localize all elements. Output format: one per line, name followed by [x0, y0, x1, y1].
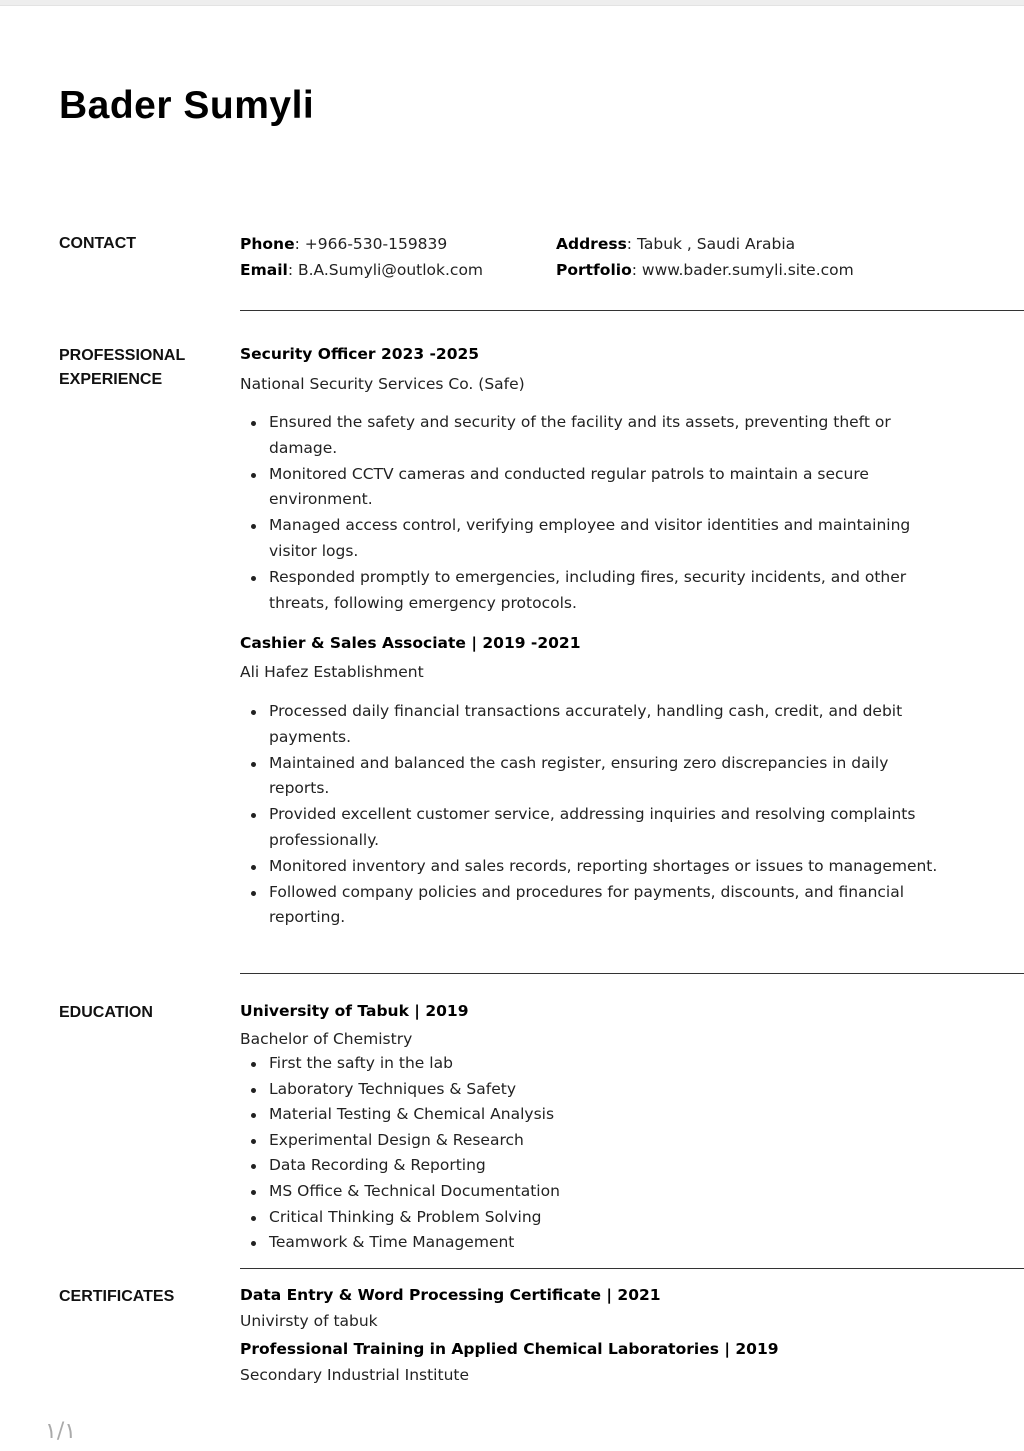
contact-section-label: CONTACT: [59, 235, 137, 252]
list-item: Data Recording & Reporting: [240, 1153, 940, 1179]
portfolio-value: www.bader.sumyli.site.com: [641, 261, 854, 279]
candidate-name: Bader Sumyli: [59, 84, 315, 127]
job-title: Cashier & Sales Associate | 2019 -2021: [240, 634, 581, 652]
education-section-label: EDUCATION: [59, 1004, 153, 1021]
contact-right-column: [556, 231, 854, 283]
list-item: Monitored inventory and sales records, reporting shortages or issues to management.: [240, 854, 940, 880]
certificates-list: [240, 1283, 940, 1387]
job-cashier: [240, 631, 940, 931]
certificate-issuer: Univirsty of tabuk: [240, 1312, 378, 1330]
address-label: Address: [556, 235, 627, 253]
job-duties-list: [240, 699, 940, 931]
certificate-title: Professional Training in Applied Chemical Laboratories | 2019: [240, 1340, 779, 1358]
experience-section-label: PROFESSIONAL EXPERIENCE: [59, 347, 186, 388]
section-divider: [240, 973, 1024, 974]
list-item: Followed company policies and procedures for payments, discounts, and financial reporting.: [240, 880, 940, 932]
list-item: Teamwork & Time Management: [240, 1230, 940, 1256]
certificate-issuer: Secondary Industrial Institute: [240, 1366, 470, 1384]
education-entry: [240, 999, 940, 1256]
job-duties-list: [240, 410, 940, 616]
list-item: Processed daily financial transactions accurately, handling cash, credit, and debit payments.: [240, 699, 940, 751]
list-item: Provided excellent customer service, addressing inquiries and resolving complaints professionally.: [240, 802, 940, 854]
portfolio-line: Portfolio: www.bader.sumyli.site.com: [556, 261, 854, 279]
contact-left-column: [240, 231, 483, 283]
list-item: Experimental Design & Research: [240, 1128, 940, 1154]
list-item: Material Testing & Chemical Analysis: [240, 1102, 940, 1128]
list-item: Laboratory Techniques & Safety: [240, 1077, 940, 1103]
school-name: University of Tabuk | 2019: [240, 1002, 469, 1020]
section-divider: [240, 310, 1024, 311]
education-skills-list: [240, 1051, 940, 1256]
list-item: Monitored CCTV cameras and conducted regular patrols to maintain a secure environment.: [240, 462, 940, 514]
email-label: Email: [240, 261, 288, 279]
degree: Bachelor of Chemistry: [240, 1030, 413, 1048]
list-item: Responded promptly to emergencies, including fires, security incidents, and other threats, following emergency protocols.: [240, 565, 940, 617]
email-value: B.A.Sumyli@outlok.com: [297, 261, 484, 279]
certificate-title: Data Entry & Word Processing Certificate | 2021: [240, 1286, 661, 1304]
list-item: Ensured the safety and security of the facility and its assets, preventing theft or damage.: [240, 410, 940, 462]
phone-value: +966-530-159839: [304, 235, 448, 253]
address-value: Tabuk , Saudi Arabia: [636, 235, 796, 253]
certificates-section-label: CERTIFICATES: [59, 1288, 175, 1305]
portfolio-label: Portfolio: [556, 261, 632, 279]
page-indicator: ١/١: [45, 1419, 77, 1444]
address-line: Address: Tabuk , Saudi Arabia: [556, 235, 796, 253]
email-line: Email: B.A.Sumyli@outlok.com: [240, 261, 484, 279]
section-divider: [240, 1268, 1024, 1269]
list-item: Maintained and balanced the cash register, ensuring zero discrepancies in daily reports.: [240, 751, 940, 803]
resume-page: [0, 5, 1024, 1451]
list-item: MS Office & Technical Documentation: [240, 1179, 940, 1205]
list-item: Critical Thinking & Problem Solving: [240, 1205, 940, 1231]
phone-label: Phone: [240, 235, 295, 253]
job-security-officer: [240, 342, 940, 616]
job-title: Security Officer 2023 -2025: [240, 345, 480, 363]
phone-line: Phone: +966-530-159839: [240, 235, 448, 253]
job-organization: National Security Services Co. (Safe): [240, 375, 525, 393]
job-organization: Ali Hafez Establishment: [240, 663, 424, 681]
list-item: First the safty in the lab: [240, 1051, 940, 1077]
list-item: Managed access control, verifying employee and visitor identities and maintaining visitor logs.: [240, 513, 940, 565]
